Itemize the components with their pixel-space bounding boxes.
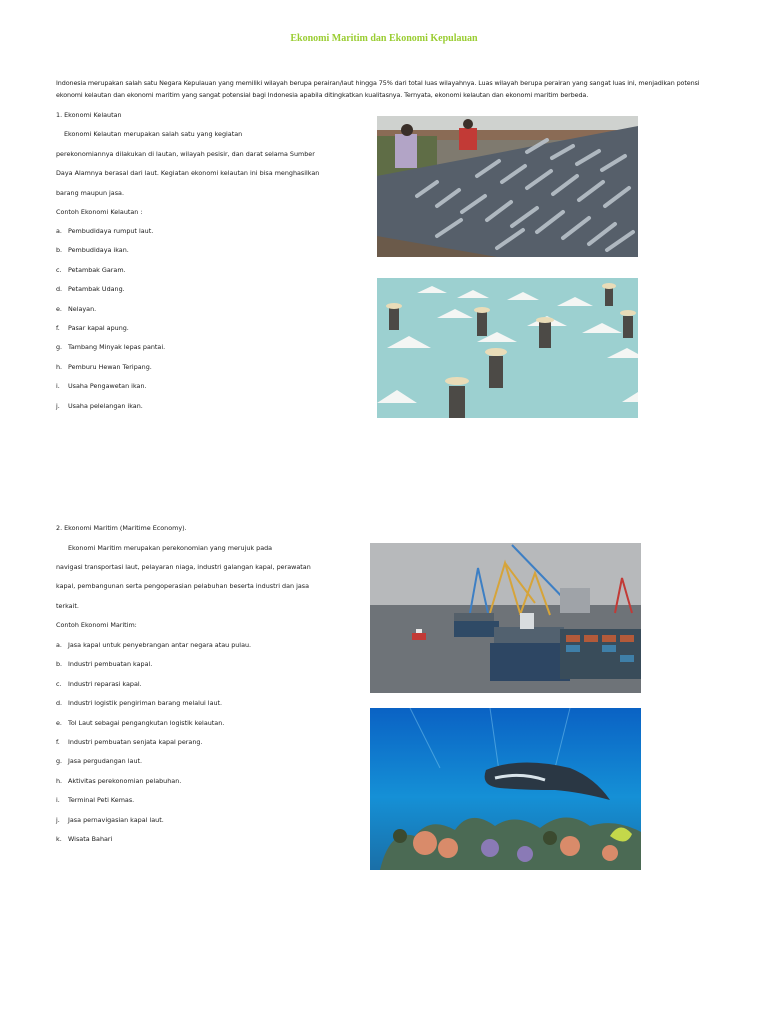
list-item — [56, 796, 251, 815]
list-item — [56, 816, 251, 835]
list-item-text: Terminal Peti Kemas. — [68, 796, 135, 805]
list-item — [56, 246, 165, 265]
list-item — [56, 680, 251, 699]
list-item-text: Pasar kapal apung. — [68, 323, 129, 332]
list-item — [56, 305, 165, 324]
list-item — [56, 641, 251, 660]
list-item-text: Industri logistik pengiriman barang melalui laut. — [68, 699, 223, 708]
list-item-text: Tambang Minyak lepas pantai. — [68, 343, 166, 352]
fish-drying-photo — [377, 116, 638, 257]
intro-paragraph: Indonesia merupakan salah satu Negara Kepulauan yang memiliki wilayah berupa perairan/laut hingga 75% dari total luas wilayahnya. Luas wilayah berupa perairan yang sangat luas ini, menjadikan potensi ekonomi kelautan dan ekonomi maritim yang sangat potensial bagi Indonesia apabila ditingkatkan kualitasnya. Ternyata, ekonomi kelautan dan ekonomi maritim berbeda. — [56, 79, 700, 99]
list-item — [56, 402, 165, 421]
section2-para-line: navigasi transportasi laut, pelayaran niaga, industri galangan kapal, perawatan — [56, 563, 311, 571]
section2-para-line: terkait. — [56, 602, 79, 610]
salt-farm-photo — [377, 278, 638, 418]
section2-para-line: kapal, pembangunan serta pengoperasian pelabuhan beserta industri dan jasa — [56, 582, 310, 590]
list-marker: c. — [56, 265, 62, 274]
section1-example-list — [56, 227, 165, 421]
section1-para-line: Daya Alamnya berasal dari laut. Kegiatan ekonomi kelautan ini bisa menghasilkan — [56, 169, 320, 177]
list-item-text: Petambak Garam. — [68, 265, 126, 274]
list-item — [56, 363, 165, 382]
list-item-text: Pemburu Hewan Teripang. — [68, 362, 152, 371]
list-item-text: Petambak Udang. — [68, 285, 125, 294]
port-cargo-photo — [370, 543, 641, 693]
list-item-text: Industri pembuatan kapal. — [68, 660, 153, 669]
list-marker: i. — [56, 796, 60, 805]
coral-reef-photo — [370, 708, 641, 870]
list-item — [56, 777, 251, 796]
list-marker: f. — [56, 323, 60, 332]
list-item-text: Aktivitas perekonomian pelabuhan. — [68, 776, 182, 785]
list-marker: d. — [56, 699, 63, 708]
list-marker: b. — [56, 660, 63, 669]
list-item-text: Industri pembuatan senjata kapal perang. — [68, 737, 203, 746]
list-marker: c. — [56, 679, 62, 688]
list-item-text: Jasa pernavigasian kapal laut. — [68, 815, 164, 824]
list-marker: g. — [56, 343, 63, 352]
list-item — [56, 699, 251, 718]
list-item — [56, 757, 251, 776]
list-item — [56, 738, 251, 757]
list-marker: a. — [56, 641, 62, 649]
list-marker: i. — [56, 382, 60, 391]
section2-para-line: Ekonomi Maritim merupakan perekonomian yang merujuk pada — [68, 544, 273, 552]
list-marker: h. — [56, 776, 63, 785]
list-marker: k. — [56, 834, 62, 843]
list-item-text: Usaha Pengawetan ikan. — [68, 382, 147, 391]
list-item-text: Usaha pelelangan ikan. — [68, 401, 143, 410]
list-item — [56, 660, 251, 679]
list-item — [56, 324, 165, 343]
list-marker: f. — [56, 737, 60, 746]
section2-examples-label: Contoh Ekonomi Maritim: — [56, 621, 137, 629]
list-marker: b. — [56, 246, 63, 255]
list-item-text: Pembudidaya rumput laut. — [68, 227, 154, 235]
list-item — [56, 266, 165, 285]
list-marker: j. — [56, 401, 60, 410]
list-marker: e. — [56, 718, 62, 727]
list-marker: a. — [56, 227, 62, 235]
section2-example-list — [56, 641, 251, 854]
list-item — [56, 382, 165, 401]
section1-examples-label: Contoh Ekonomi Kelautan : — [56, 208, 143, 216]
list-marker: e. — [56, 304, 62, 313]
list-item-text: Jasa kapal untuk penyebrangan antar negara atau pulau. — [68, 641, 252, 649]
list-item-text: Pembudidaya ikan. — [68, 246, 129, 255]
list-item-text: Industri reparasi kapal. — [68, 679, 142, 688]
list-item-text: Nelayan. — [68, 304, 97, 313]
section1-para-line: perekonomiannya dilakukan di lautan, wilayah pesisir, dan darat selama Sumber — [56, 150, 315, 158]
list-item-text: Tol Laut sebagai pengangkutan logistik kelautan. — [68, 718, 225, 727]
list-marker: d. — [56, 285, 63, 294]
document-title: Ekonomi Maritim dan Ekonomi Kepulauan — [290, 33, 478, 44]
list-item — [56, 343, 165, 362]
list-marker: j. — [56, 815, 60, 824]
section1-heading: 1. Ekonomi Kelautan — [56, 111, 122, 119]
list-item — [56, 835, 251, 854]
list-item — [56, 227, 165, 246]
list-item — [56, 719, 251, 738]
list-item-text: Wisata Bahari — [68, 834, 113, 843]
list-item — [56, 285, 165, 304]
section2-heading: 2. Ekonomi Maritim (Maritime Economy). — [56, 524, 187, 532]
list-item-text: Jasa pergudangan laut. — [68, 757, 143, 766]
list-marker: g. — [56, 757, 63, 766]
section1-para-line: barang maupun jasa. — [56, 189, 125, 197]
list-marker: h. — [56, 362, 63, 371]
section1-para-line: Ekonomi Kelautan merupakan salah satu yang kegiatan — [64, 130, 243, 138]
